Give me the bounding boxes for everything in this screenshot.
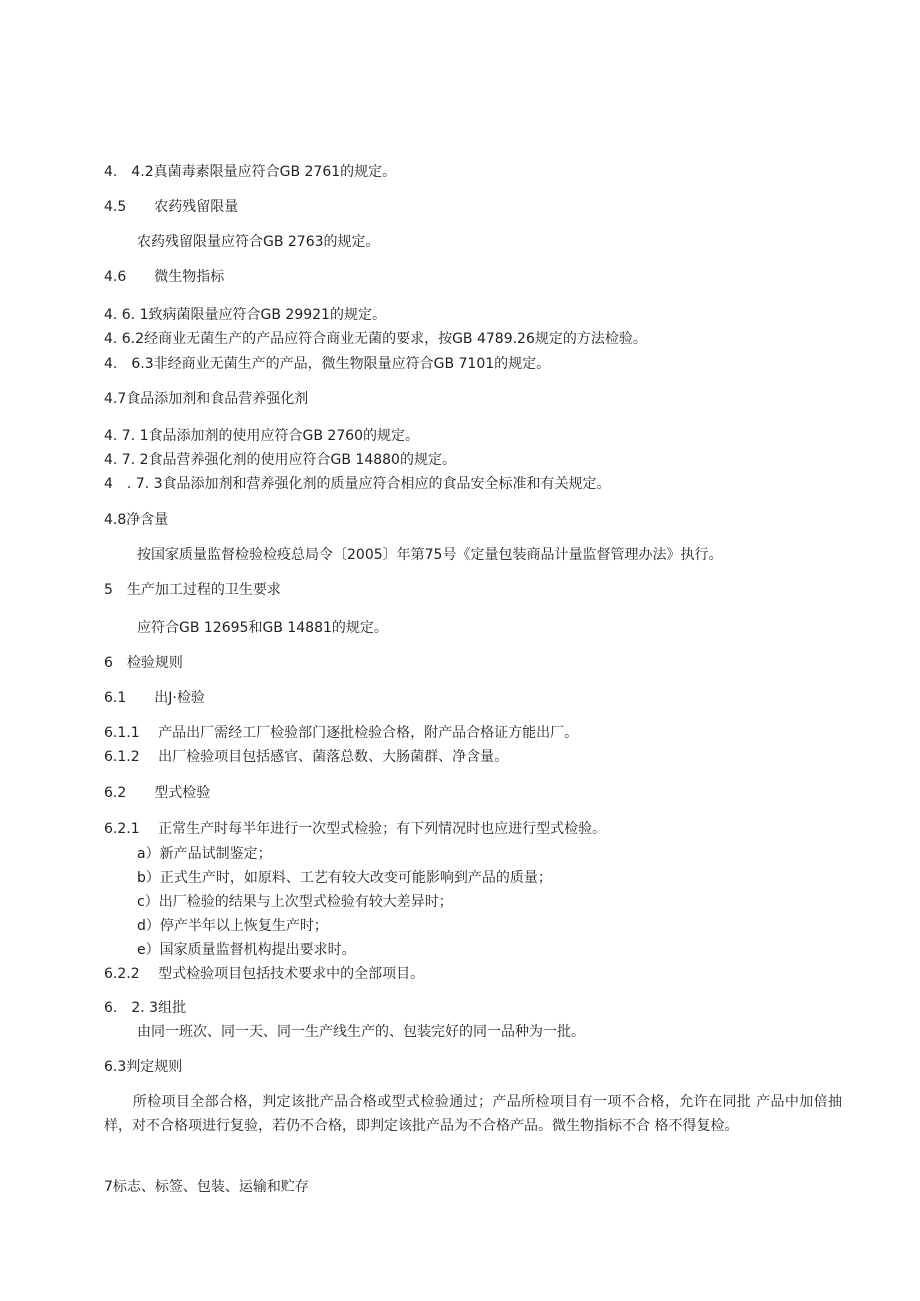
clause-4-6-2: 4. 6.2经商业无菌生产的产品应符合商业无菌的要求，按GB 4789.26规定的方法检验。	[104, 331, 647, 347]
list-item-a: a）新产品试制鉴定；	[137, 846, 272, 862]
clause-6-3-paragraph: 所检项目全部合格，判定该批产品合格或型式检验通过；产品所检项目有一项不合格，允许在同批 产品中加倍抽样，对不合格项进行复验，若仍不合格，即判定该批产品为不合格产品。微生物指标不合 格不得复检。	[104, 1094, 842, 1134]
heading-6-3: 6.3判定规则	[104, 1059, 183, 1075]
clause-4-6-3: 4. 6.3非经商业无菌生产的产品，微生物限量应符合GB 7101的规定。	[104, 356, 551, 372]
clause-4-6-1: 4. 6. 1致病菌限量应符合GB 29921的规定。	[104, 307, 386, 323]
clause-4-8-text: 按国家质量监督检验检疫总局令〔2005〕年第75号《定量包装商品计量监督管理办法》执行。	[137, 547, 723, 563]
clause-6-1-1: 6.1.1 产品出厂需经工厂检验部门逐批检验合格，附产品合格证方能出厂。	[104, 725, 579, 741]
heading-6-2: 6.2 型式检验	[104, 785, 211, 801]
clause-4-7-3: 4 . 7. 3食品添加剂和营养强化剂的质量应符合相应的食品安全标准和有关规定。	[104, 476, 611, 492]
clause-5-text: 应符合GB 12695和GB 14881的规定。	[137, 620, 388, 636]
heading-4-8: 4.8净含量	[104, 512, 169, 528]
clause-4-4-2: 4. 4.2真菌毒素限量应符合GB 2761的规定。	[104, 164, 397, 180]
clause-4-7-1: 4. 7. 1食品添加剂的使用应符合GB 2760的规定。	[104, 428, 420, 444]
clause-4-7-2: 4. 7. 2食品营养强化剂的使用应符合GB 14880的规定。	[104, 452, 456, 468]
heading-4-7: 4.7食品添加剂和食品营养强化剂	[104, 391, 309, 407]
clause-6-1-2: 6.1.2 出厂检验项目包括感官、菌落总数、大肠菌群、净含量。	[104, 749, 509, 765]
heading-6-2-3: 6. 2. 3组批	[104, 1000, 187, 1016]
heading-4-6: 4.6 微生物指标	[104, 269, 225, 285]
heading-5: 5 生产加工过程的卫生要求	[104, 582, 281, 598]
heading-7: 7标志、标签、包装、运输和贮存	[104, 1179, 309, 1195]
list-item-b: b）正式生产时，如原料、工艺有较大改变可能影响到产品的质量；	[137, 870, 552, 886]
heading-4-5: 4.5 农药残留限量	[104, 199, 239, 215]
heading-6: 6 检验规则	[104, 655, 183, 671]
clause-4-5-text: 农药残留限量应符合GB 2763的规定。	[137, 234, 380, 250]
clause-6-2-3-text: 由同一班次、同一天、同一生产线生产的、包装完好的同一品种为一批。	[137, 1024, 585, 1040]
clause-6-2-2: 6.2.2 型式检验项目包括技术要求中的全部项目。	[104, 966, 425, 982]
list-item-d: d）停产半年以上恢复生产时；	[137, 918, 328, 934]
clause-6-2-1: 6.2.1 正常生产时每半年进行一次型式检验；有下列情况时也应进行型式检验。	[104, 821, 607, 837]
list-item-c: c）出厂检验的结果与上次型式检验有较大差异时；	[137, 894, 453, 910]
heading-6-1: 6.1 出J·检验	[104, 690, 205, 706]
list-item-e: e）国家质量监督机构提出要求时。	[137, 942, 356, 958]
